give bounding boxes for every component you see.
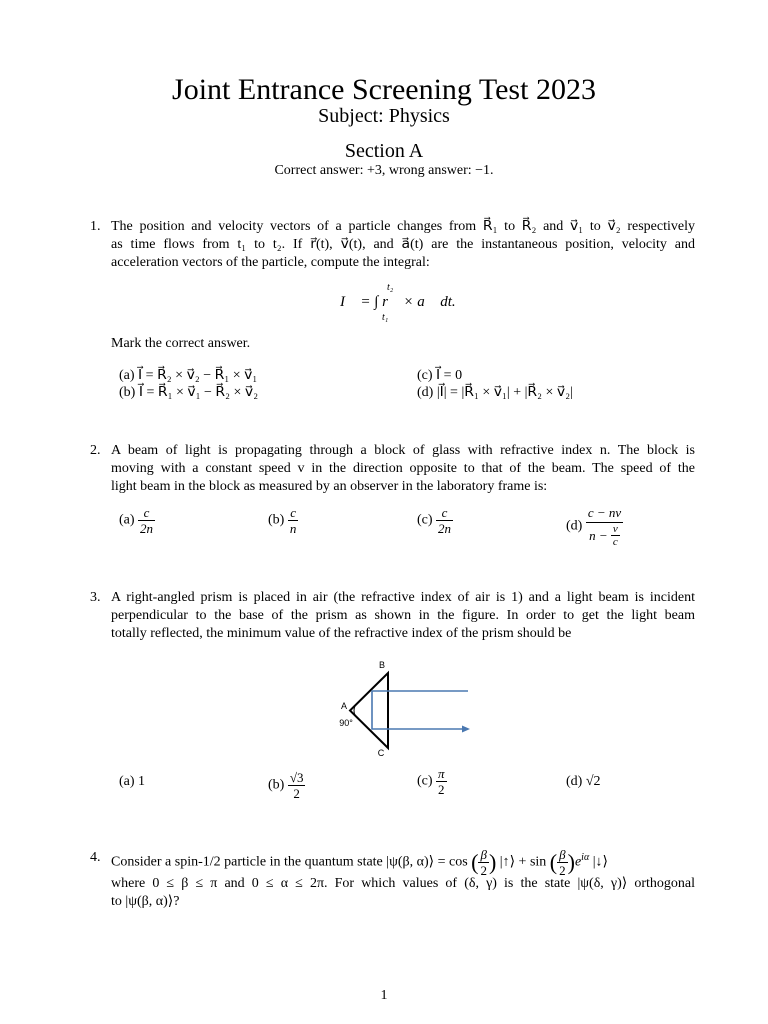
vertex-label-a: A: [340, 701, 348, 711]
state-definition-start: Consider a spin-1/2 particle in the quantum state |ψ(β, α)⟩ = cos: [111, 854, 468, 870]
q2-option-c-label: (c): [417, 512, 433, 528]
q2-option-a-fraction: [138, 505, 155, 536]
prism-figure: [330, 655, 480, 763]
question-2-line-2: moving with a constant speed v in the direction opposite to that of the beam. The speed of the: [111, 461, 695, 476]
q3-option-c-fraction: [436, 766, 447, 797]
exponential-power: iα: [581, 852, 590, 863]
q2-option-d[interactable]: [566, 505, 623, 548]
left-paren-2: (: [549, 849, 558, 875]
q2-option-a-label: (a): [119, 512, 135, 528]
left-paren-1: (: [471, 849, 479, 875]
question-3-text: [111, 589, 695, 643]
q2-option-b-label: (b): [268, 512, 285, 528]
integral-equation: [340, 282, 500, 326]
question-1-line-3: acceleration vectors of the particle, compute the integral:: [111, 255, 430, 270]
question-3-line-2: perpendicular to the base of the prism as shown in the figure. In order to get the light beam: [111, 608, 695, 623]
scoring-scheme: Correct answer: +3, wrong answer: −1.: [274, 163, 494, 178]
exponential-base: e: [574, 854, 582, 870]
vertex-label-c: C: [377, 748, 385, 758]
fraction-denominator: 2: [293, 786, 300, 801]
q2-option-a[interactable]: [119, 505, 155, 536]
question-1-instruction: Mark the correct answer.: [111, 336, 251, 351]
fraction-numerator: c: [288, 505, 299, 521]
q2-option-d-label: (d): [566, 518, 583, 534]
question-3-line-1: A right-angled prism is placed in air (the refractive index of air is 1) and a light beam is incident: [111, 590, 695, 605]
q3-option-b-fraction: [288, 770, 306, 801]
question-4-number: 4.: [90, 850, 101, 865]
fraction-denominator: 2: [559, 862, 566, 878]
q1-option-b[interactable]: (b) I⃗ = R⃗₁ × v⃗₁ − R⃗₂ × v⃗₂: [119, 385, 259, 400]
beam-arrowhead: [462, 726, 470, 733]
exam-subject: Subject: Physics: [318, 105, 450, 127]
question-4-line-3: to |ψ(β, α)⟩?: [111, 894, 180, 909]
question-1-number: 1.: [90, 219, 101, 234]
question-2-number: 2.: [90, 443, 101, 458]
angle-label: 90°: [339, 718, 353, 728]
q3-option-c-label: (c): [417, 773, 433, 789]
q2-option-c-fraction: [436, 505, 453, 536]
integral-lower-limit: t₁: [382, 312, 389, 323]
fraction-numerator: π: [438, 766, 445, 781]
q2-option-c[interactable]: [417, 505, 453, 536]
q1-option-d[interactable]: (d) |I⃗| = |R⃗₁ × v⃗₁| + |R⃗₂ × v⃗₂|: [417, 385, 573, 400]
question-4-state-line: [111, 840, 608, 876]
right-paren-2: ): [567, 849, 575, 875]
fraction-denominator: n: [289, 521, 297, 536]
fraction-numerator: β: [478, 847, 489, 863]
fraction-numerator: β: [557, 847, 568, 863]
page-number: 1: [380, 988, 388, 1003]
cos-argument-fraction: [478, 847, 489, 878]
question-1-line-1: The position and velocity vectors of a particle changes from R⃗₁ to R⃗₂ and v⃗₁ to v⃗₂ respectively: [111, 219, 695, 234]
exam-title: Joint Entrance Screening Test 2023: [172, 73, 596, 106]
q3-option-d[interactable]: (d) √2: [566, 774, 601, 789]
fraction-denominator: [586, 523, 623, 548]
q1-option-a[interactable]: (a) I⃗ = R⃗₂ × v⃗₂ − R⃗₁ × v⃗₁: [119, 368, 258, 383]
question-4-text: [111, 875, 695, 911]
vertex-label-b: B: [378, 660, 386, 670]
fraction-numerator: c: [138, 505, 155, 521]
q2-option-b[interactable]: [268, 505, 298, 536]
question-3-line-3: totally reflected, the minimum value of the refractive index of the prism should be: [111, 626, 572, 641]
sin-argument-fraction: [557, 847, 568, 878]
section-heading: Section A: [344, 140, 424, 162]
fraction-denominator: c: [612, 536, 618, 548]
fraction-numerator: c: [436, 505, 453, 521]
fraction-numerator: √3: [289, 770, 304, 785]
question-2-line-1: A beam of light is propagating through a block of glass with refractive index n. The block is: [111, 443, 695, 458]
question-2-text: [111, 442, 695, 496]
question-4-line-2: where 0 ≤ β ≤ π and 0 ≤ α ≤ 2π. For which values of (δ, γ) is the state |ψ(δ, γ)⟩ orthogonal: [111, 876, 695, 891]
q3-option-b[interactable]: [268, 770, 305, 801]
prism-triangle: [350, 673, 388, 748]
right-paren-1: ): [488, 849, 497, 875]
q3-option-b-label: (b): [268, 777, 285, 793]
fraction-denominator: 2: [480, 862, 487, 878]
q1-option-c[interactable]: (c) I⃗ = 0: [417, 368, 463, 383]
q3-option-c[interactable]: [417, 766, 447, 797]
question-3-number: 3.: [90, 590, 101, 605]
fraction-denominator: 2n: [438, 521, 452, 536]
state-definition-middle: |↑⟩ + sin: [499, 854, 547, 870]
fraction-numerator: v: [612, 523, 618, 535]
light-beam-path: [372, 691, 468, 729]
question-1-line-2: as time flows from t₁ to t₂. If r⃗(t), v⃗(t), and a⃗(t) are the instantaneous position, velocity and: [111, 237, 695, 252]
question-1-text: [111, 218, 695, 272]
fraction-denominator: 2: [438, 782, 445, 797]
integral-expression: I⃗ = ∫ r⃗ × a⃗ dt.: [340, 294, 456, 310]
integral-upper-limit: t₂: [387, 282, 394, 293]
nested-fraction: [611, 523, 620, 548]
q2-option-d-fraction: [586, 505, 623, 548]
q2-option-b-fraction: [288, 505, 299, 536]
state-definition-end: |↓⟩: [589, 854, 608, 870]
denominator-lead: n −: [589, 528, 608, 543]
q3-option-a[interactable]: (a) 1: [119, 774, 146, 789]
fraction-numerator: c − nv: [586, 505, 623, 523]
question-2-line-3: light beam in the block as measured by an observer in the laboratory frame is:: [111, 479, 548, 494]
fraction-denominator: 2n: [140, 521, 154, 536]
